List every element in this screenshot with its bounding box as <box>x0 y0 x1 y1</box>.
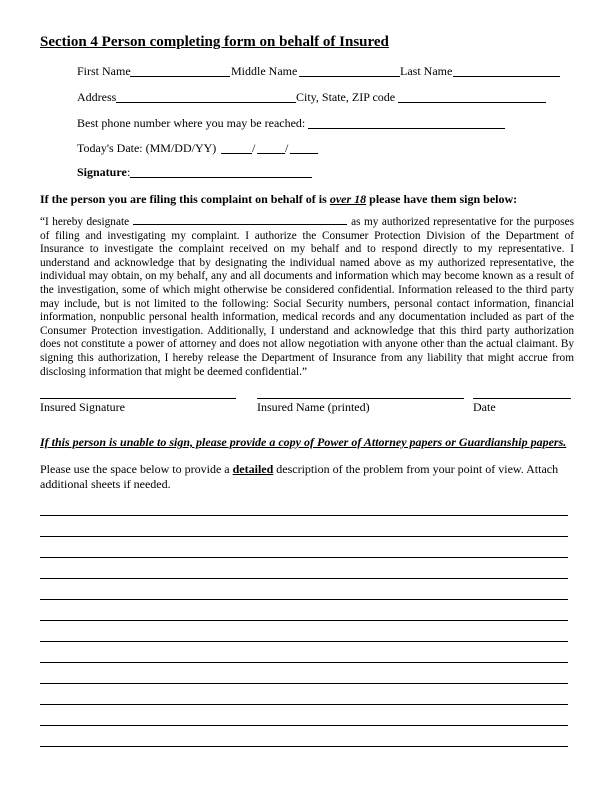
address-field[interactable] <box>116 102 296 103</box>
description-line[interactable] <box>40 746 568 747</box>
description-line[interactable] <box>40 704 568 705</box>
description-instructions: Please use the space below to provide a detailed description of the problem from your point of view. Attach additional sheets if needed. <box>40 462 559 491</box>
description-line[interactable] <box>40 641 568 642</box>
description-line[interactable] <box>40 662 568 663</box>
signature-label: Signature <box>77 165 127 179</box>
last-name-field[interactable] <box>453 76 560 77</box>
date-signed-field[interactable] <box>473 398 571 399</box>
phone-field[interactable] <box>308 128 505 129</box>
address-label: Address <box>77 90 117 104</box>
city-state-zip-label: City, State, ZIP code <box>296 90 396 104</box>
date-signed-label: Date <box>473 400 496 414</box>
date-day-field[interactable] <box>257 153 285 154</box>
phone-label: Best phone number where you may be reached: <box>77 116 306 130</box>
date-month-field[interactable] <box>221 153 252 154</box>
authorization-paragraph: “I hereby designate as my authorized representative for the purposes of filing and investigating my complaint. I authorize the Consumer Protection Division of the Department of Insurance to investigate the complaint received on my behalf and to respond directly to my representative. I understand and acknowledge that by designating the individual named above as my authorized representative, the individual may obtain, on my behalf, any and all documents and information which may become known as a result of the investigation, some of which might otherwise be considered confidential. Information released to the third party may include, but is not limited to the following: Social Security numbers, personal contact information, financial information, nonpublic personal health information, medical records and any documentation included as part of the Consumer Protection investigation. Additionally, I understand and acknowledge that this third party authorization does not constitute a power of attorney and does not allow negotiation with anyone other than the actual claimant. By signing this authorization, I hereby release the Department of Insurance from any liability that might accrue from disclosing information that might be deemed confidential.” <box>40 216 574 378</box>
date-separator: / <box>285 141 289 155</box>
middle-name-label: Middle Name <box>231 64 298 78</box>
over18-heading: If the person you are filing this complaint on behalf of is over 18 please have them sign below: <box>40 192 518 206</box>
insured-name-label: Insured Name (printed) <box>257 400 370 414</box>
insured-signature-label: Insured Signature <box>40 400 125 414</box>
description-line[interactable] <box>40 599 568 600</box>
signature-colon: : <box>127 165 131 179</box>
designee-field[interactable] <box>133 214 347 225</box>
first-name-field[interactable] <box>130 76 230 77</box>
poa-note: If this person is unable to sign, please provide a copy of Power of Attorney papers or Guardianship papers. <box>40 435 567 449</box>
section-title: Section 4 Person completing form on behalf of Insured <box>40 34 389 50</box>
date-separator: / <box>252 141 256 155</box>
signature-field[interactable] <box>130 177 312 178</box>
insured-signature-field[interactable] <box>40 398 236 399</box>
description-line[interactable] <box>40 515 568 516</box>
description-line[interactable] <box>40 725 568 726</box>
date-year-field[interactable] <box>290 153 318 154</box>
description-line[interactable] <box>40 620 568 621</box>
description-line[interactable] <box>40 578 568 579</box>
description-line[interactable] <box>40 557 568 558</box>
insured-name-field[interactable] <box>257 398 464 399</box>
middle-name-field[interactable] <box>299 76 400 77</box>
description-line[interactable] <box>40 683 568 684</box>
date-label: Today's Date: (MM/DD/YY) <box>77 141 217 155</box>
last-name-label: Last Name <box>400 64 453 78</box>
first-name-label: First Name <box>77 64 131 78</box>
description-line[interactable] <box>40 536 568 537</box>
city-state-zip-field[interactable] <box>398 102 546 103</box>
